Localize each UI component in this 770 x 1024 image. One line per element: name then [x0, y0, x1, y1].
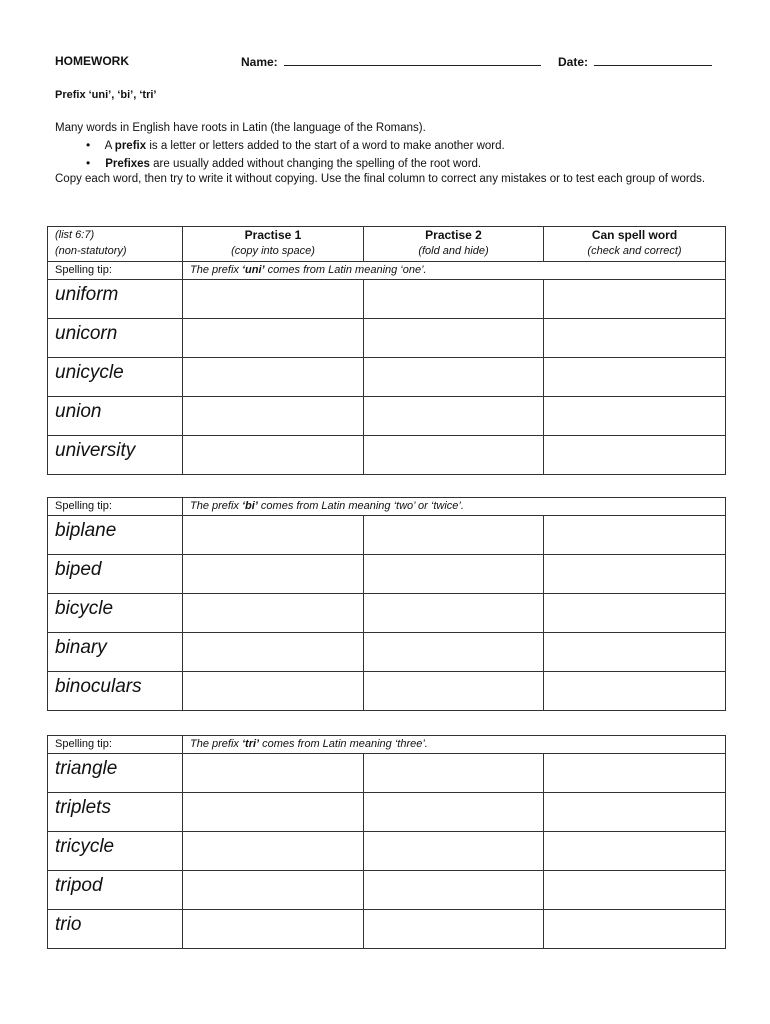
date-field[interactable] [558, 54, 712, 69]
word-cell: biplane [55, 520, 117, 541]
check-cell[interactable] [544, 754, 726, 793]
check-cell[interactable] [544, 358, 726, 397]
practise-2-cell[interactable] [364, 319, 544, 358]
practise-2-cell[interactable] [364, 672, 544, 711]
word-cell: biped [55, 559, 102, 580]
word-cell: bicycle [55, 598, 114, 619]
practise-2-header: Practise 2 (fold and hide) [364, 227, 544, 262]
check-cell[interactable] [544, 672, 726, 711]
homework-label: HOMEWORK [55, 54, 129, 68]
word-cell: triangle [55, 758, 118, 779]
practise-1-cell[interactable] [183, 910, 364, 949]
practise-1-cell[interactable] [183, 594, 364, 633]
check-cell[interactable] [544, 280, 726, 319]
intro-text: Many words in English have roots in Latin (the language of the Romans). [55, 122, 426, 134]
practise-1-header: Practise 1 (copy into space) [183, 227, 364, 262]
practise-2-cell[interactable] [364, 516, 544, 555]
word-cell: binary [55, 637, 107, 658]
practise-2-cell[interactable] [364, 910, 544, 949]
spelling-tip-text: The prefix ‘uni’ comes from Latin meaning ‘one’. [183, 262, 726, 280]
check-cell[interactable] [544, 555, 726, 594]
date-label: Date: [558, 55, 589, 69]
practise-2-cell[interactable] [364, 436, 544, 475]
practise-2-cell[interactable] [364, 793, 544, 832]
word-cell: tripod [55, 875, 103, 896]
practise-1-cell[interactable] [183, 280, 364, 319]
spelling-tip-text: The prefix ‘bi’ comes from Latin meaning ‘two’ or ‘twice’. [183, 498, 726, 516]
list-item: • A prefix is a letter or letters added to the start of a word to make another word. [86, 137, 505, 155]
practise-1-cell[interactable] [183, 633, 364, 672]
spelling-table-bi [47, 497, 726, 711]
spelling-tip-row [48, 498, 726, 516]
table-row [48, 516, 726, 555]
check-cell[interactable] [544, 319, 726, 358]
check-cell[interactable] [544, 793, 726, 832]
practise-2-cell[interactable] [364, 832, 544, 871]
check-cell[interactable] [544, 594, 726, 633]
table-row [48, 436, 726, 475]
instructions-text: Copy each word, then try to write it without copying. Use the final column to correct any mistakes or to test each group of words. [55, 173, 706, 185]
practise-2-cell[interactable] [364, 871, 544, 910]
spelling-tip-label: Spelling tip: [48, 736, 183, 754]
practise-2-cell[interactable] [364, 555, 544, 594]
practise-2-cell[interactable] [364, 594, 544, 633]
spelling-tip-label: Spelling tip: [48, 262, 183, 280]
practise-1-cell[interactable] [183, 871, 364, 910]
check-cell[interactable] [544, 633, 726, 672]
table-row [48, 754, 726, 793]
list-item: • Prefixes are usually added without changing the spelling of the root word. [86, 155, 505, 173]
page-subtitle: Prefix ‘uni’, ‘bi’, ‘tri’ [55, 89, 157, 101]
spelling-table-uni [47, 226, 726, 475]
check-cell[interactable] [544, 516, 726, 555]
name-label: Name: [241, 55, 278, 69]
word-cell: trio [55, 914, 82, 935]
word-cell: triplets [55, 797, 111, 818]
spelling-tip-row [48, 262, 726, 280]
word-cell: unicorn [55, 323, 118, 344]
table-header-row [48, 227, 726, 262]
bullet-list [86, 137, 505, 173]
practise-1-cell[interactable] [183, 516, 364, 555]
word-cell: tricycle [55, 836, 115, 857]
practise-2-cell[interactable] [364, 754, 544, 793]
word-cell: binoculars [55, 676, 142, 697]
name-field[interactable] [241, 54, 541, 69]
check-cell[interactable] [544, 832, 726, 871]
spelling-tip-row [48, 736, 726, 754]
practise-1-cell[interactable] [183, 319, 364, 358]
practise-1-cell[interactable] [183, 436, 364, 475]
check-cell[interactable] [544, 436, 726, 475]
check-cell[interactable] [544, 871, 726, 910]
table-row [48, 633, 726, 672]
table-row [48, 555, 726, 594]
table-row [48, 832, 726, 871]
spelling-table-tri [47, 735, 726, 949]
spelling-tip-text: The prefix ‘tri’ comes from Latin meaning ‘three’. [183, 736, 726, 754]
practise-1-cell[interactable] [183, 832, 364, 871]
name-blank[interactable] [284, 54, 541, 66]
date-blank[interactable] [594, 54, 712, 66]
word-cell: union [55, 401, 102, 422]
practise-2-cell[interactable] [364, 280, 544, 319]
table-row [48, 672, 726, 711]
table-row [48, 397, 726, 436]
table-row [48, 793, 726, 832]
check-cell[interactable] [544, 910, 726, 949]
word-cell: unicycle [55, 362, 124, 383]
word-cell: university [55, 440, 136, 461]
practise-1-cell[interactable] [183, 397, 364, 436]
table-row [48, 594, 726, 633]
practise-2-cell[interactable] [364, 358, 544, 397]
table-row [48, 280, 726, 319]
practise-1-cell[interactable] [183, 672, 364, 711]
table-row [48, 910, 726, 949]
practise-2-cell[interactable] [364, 397, 544, 436]
list-label-cell: (list 6:7) (non-statutory) [48, 227, 183, 262]
practise-2-cell[interactable] [364, 633, 544, 672]
table-row [48, 358, 726, 397]
practise-1-cell[interactable] [183, 793, 364, 832]
can-spell-header: Can spell word (check and correct) [544, 227, 726, 262]
check-cell[interactable] [544, 397, 726, 436]
table-row [48, 871, 726, 910]
spelling-tip-label: Spelling tip: [48, 498, 183, 516]
practise-1-cell[interactable] [183, 754, 364, 793]
practise-1-cell[interactable] [183, 358, 364, 397]
table-row [48, 319, 726, 358]
word-cell: uniform [55, 284, 119, 305]
practise-1-cell[interactable] [183, 555, 364, 594]
